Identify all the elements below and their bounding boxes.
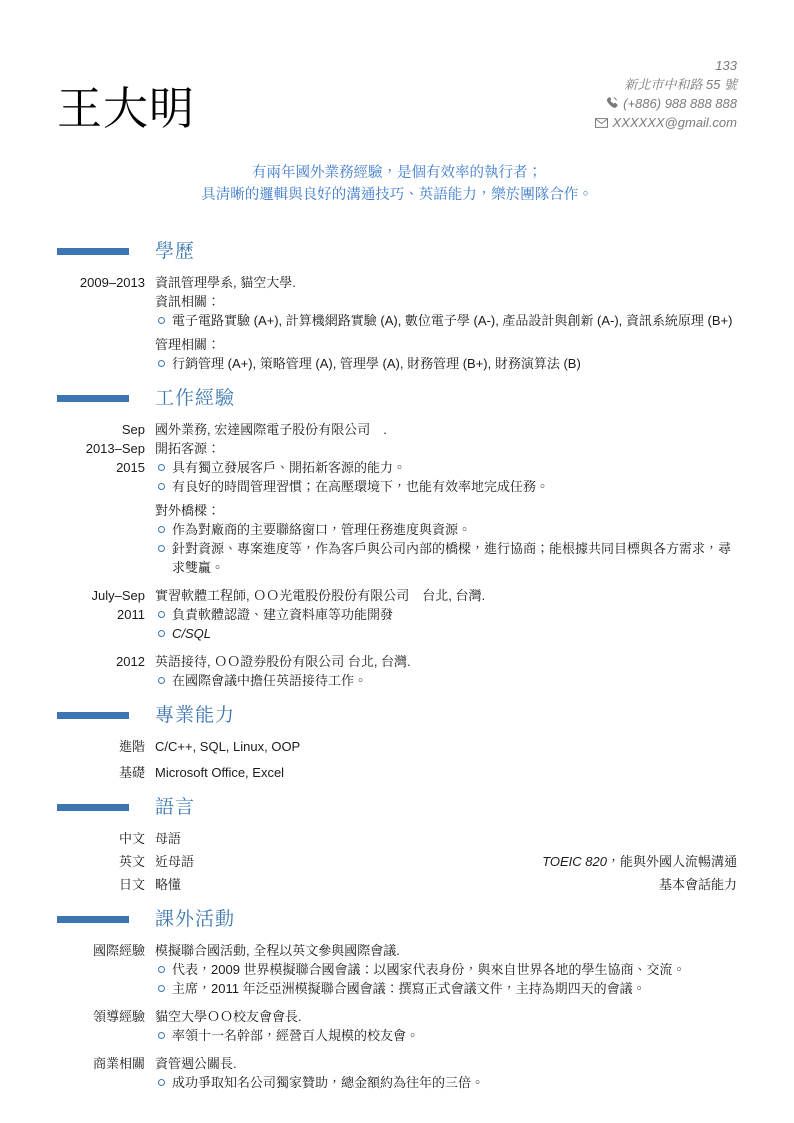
entry-body: [155, 420, 737, 577]
list-item: [155, 477, 737, 496]
contact-email: XXXXXX@gmail.com: [612, 115, 737, 130]
activity-label: 國際經驗: [92, 943, 145, 958]
entry-date: [57, 652, 145, 690]
bullet-text: 針對資源、專案進度等，作為客戶與公司內部的橋樑，進行協商；能根據共同目標與各方需求，尋求雙贏。: [172, 541, 732, 575]
contact-phone-line: [595, 94, 737, 113]
language-level: 略懂: [155, 877, 182, 892]
section-header-languages: [57, 794, 737, 820]
language-name: 中文: [118, 831, 145, 846]
activity-label: 領導經驗: [92, 1009, 145, 1024]
entry-headline: 貓空大學ＯＯ校友會會長.: [155, 1009, 302, 1024]
bullet-circle-icon: [158, 1032, 165, 1039]
activity-entry: [57, 1054, 737, 1092]
entry-body: [155, 273, 737, 373]
section-header-education: [57, 238, 737, 264]
tagline-line-1: 有兩年國外業務經驗，是個有效率的執行者；: [252, 165, 542, 181]
skill-row: [57, 763, 737, 782]
section-title-languages: 語言: [155, 796, 196, 818]
list-item: [155, 979, 737, 998]
language-level: 近母語: [155, 854, 195, 869]
bullet-text: 代表，2009 世界模擬聯合國會議：以國家代表身份，與來自世界各地的學生協商、交流。: [172, 962, 686, 977]
section-rule: [57, 248, 129, 255]
bullet-circle-icon: [158, 483, 165, 490]
person-name: 王大明: [57, 82, 196, 134]
language-note: 基本會話能力: [658, 877, 737, 892]
activity-group: [155, 1026, 737, 1045]
bullet-text: 電子電路實驗 (A+), 計算機網路實驗 (A), 數位電子學 (A-), 產品設計與創新 (A-), 資訊系統原理 (B+): [172, 313, 733, 328]
contact-block: [595, 56, 737, 132]
entry-headline: 模擬聯合國活動, 全程以英文參與國際會議.: [155, 943, 400, 958]
entry-body: [155, 941, 737, 998]
bullet-text: 具有獨立發展客戶、開拓新客源的能力。: [172, 460, 407, 475]
bullet-circle-icon: [158, 630, 165, 637]
entry-date-line: July–Sep: [91, 588, 145, 603]
language-note: TOEIC 820，能與外國人流暢溝通: [542, 854, 737, 869]
section-rule: [57, 804, 129, 811]
entry-headline: 英語接待, ＯＯ證券股份有限公司 台北, 台灣.: [155, 654, 411, 669]
entry-body: [155, 586, 737, 643]
list-item: [155, 671, 737, 690]
activity-entry: [57, 1007, 737, 1045]
bullet-circle-icon: [158, 526, 165, 533]
bullet-circle-icon: [158, 360, 165, 367]
contact-address-line1: 133: [715, 58, 737, 73]
envelope-icon: [595, 118, 608, 128]
language-name: 日文: [118, 877, 145, 892]
activity-group: [155, 960, 737, 998]
bullet-circle-icon: [158, 985, 165, 992]
entry-date: 2009–2013: [79, 275, 145, 290]
course-group-it: [155, 292, 737, 330]
phone-volume-icon: [605, 96, 618, 109]
summary-tagline: [57, 162, 737, 206]
bullet-text: 負責軟體認證、建立資料庫等功能開發: [172, 607, 394, 622]
entry-date-line: 2011: [117, 607, 145, 622]
entry-body: [155, 1007, 737, 1045]
skill-row: [57, 737, 737, 756]
section-title-activities: 課外活動: [155, 908, 236, 930]
activity-group: [155, 1073, 737, 1092]
course-group-management: [155, 335, 737, 373]
entry-headline: 實習軟體工程師, ＯＯ光電股份股份有限公司 台北, 台灣.: [155, 588, 486, 603]
entry-date-line: Sep: [121, 422, 145, 437]
entry-headline: 國外業務, 宏達國際電子股份有限公司 .: [155, 422, 387, 437]
language-row: [57, 875, 737, 894]
group-label: 管理相關：: [155, 337, 221, 352]
language-row: [57, 829, 737, 848]
work-group-liaison: [155, 501, 737, 577]
language-row: [57, 852, 737, 871]
bullet-text: 行銷管理 (A+), 策略管理 (A), 管理學 (A), 財務管理 (B+), 財務演算法 (B): [172, 356, 581, 371]
list-item: [155, 539, 737, 577]
language-note: [191, 829, 737, 848]
work-group-clients: [155, 439, 737, 496]
entry-date-line: 2012: [116, 654, 145, 669]
activity-label: 商業相關: [92, 1056, 145, 1071]
entry-headline: 資管週公關長.: [155, 1056, 237, 1071]
list-item: [155, 605, 737, 624]
bullet-text: 在國際會議中擔任英語接待工作。: [172, 673, 368, 688]
bullet-text: C/SQL: [172, 626, 212, 641]
bullet-circle-icon: [158, 464, 165, 471]
bullet-text: 主席，2011 年泛亞洲模擬聯合國會議：撰寫正式會議文件，主持為期四天的會議。: [172, 981, 646, 996]
work-entry: [57, 652, 737, 690]
contact-email-line: [595, 113, 737, 132]
bullet-circle-icon: [158, 317, 165, 324]
bullet-text: 率領十一名幹部，經營百人規模的校友會。: [172, 1028, 420, 1043]
work-entry: [57, 420, 737, 577]
list-item: [155, 1073, 737, 1092]
list-item: [155, 520, 737, 539]
contact-phone: (+886) 988 888 888: [623, 96, 737, 111]
entry-date: [57, 420, 145, 577]
group-label: 開拓客源：: [155, 441, 221, 456]
list-item: [155, 458, 737, 477]
activity-entry: [57, 941, 737, 998]
section-header-work: [57, 385, 737, 411]
list-item: [155, 960, 737, 979]
header: [57, 56, 737, 132]
contact-address-line2: 新北市中和路 55 號: [624, 77, 737, 92]
bullet-circle-icon: [158, 611, 165, 618]
bullet-circle-icon: [158, 1079, 165, 1086]
entry-date-line: 2015: [116, 460, 145, 475]
work-group: [155, 671, 737, 690]
entry-body: [155, 1054, 737, 1092]
bullet-text: 作為對廠商的主要聯絡窗口，管理任務進度與資源。: [172, 522, 472, 537]
skill-level: 進階: [118, 739, 145, 754]
list-item: [155, 1026, 737, 1045]
education-entry: [57, 273, 737, 373]
list-item: [155, 311, 737, 330]
section-rule: [57, 712, 129, 719]
group-label: 資訊相關：: [155, 294, 221, 309]
language-name: 英文: [118, 854, 145, 869]
entry-date-line: 2013–Sep: [85, 441, 145, 456]
section-title-work: 工作經驗: [155, 387, 236, 409]
tagline-line-2: 具清晰的邏輯與良好的溝通技巧、英語能力，樂於團隊合作。: [201, 187, 593, 203]
entry-headline: 資訊管理學系, 貓空大學.: [155, 275, 296, 290]
work-group: [155, 605, 737, 643]
entry-body: [155, 652, 737, 690]
section-header-skills: [57, 702, 737, 728]
bullet-circle-icon: [158, 966, 165, 973]
section-rule: [57, 395, 129, 402]
section-title-education: 學歷: [155, 240, 196, 262]
language-level: 母語: [155, 831, 182, 846]
list-item: [155, 624, 737, 643]
section-rule: [57, 916, 129, 923]
work-entry: [57, 586, 737, 643]
group-label: 對外橋樑：: [155, 503, 221, 518]
section-header-activities: [57, 906, 737, 932]
skill-list: C/C++, SQL, Linux, OOP: [155, 739, 301, 754]
skill-level: 基礎: [118, 765, 145, 780]
entry-date: [57, 586, 145, 643]
bullet-text: 成功爭取知名公司獨家贊助，總金額約為往年的三倍。: [172, 1075, 485, 1090]
section-title-skills: 專業能力: [155, 704, 236, 726]
list-item: [155, 354, 737, 373]
skill-list: Microsoft Office, Excel: [155, 765, 285, 780]
bullet-circle-icon: [158, 677, 165, 684]
bullet-text: 有良好的時間管理習慣；在高壓環境下，也能有效率地完成任務。: [172, 479, 550, 494]
bullet-circle-icon: [158, 545, 165, 552]
